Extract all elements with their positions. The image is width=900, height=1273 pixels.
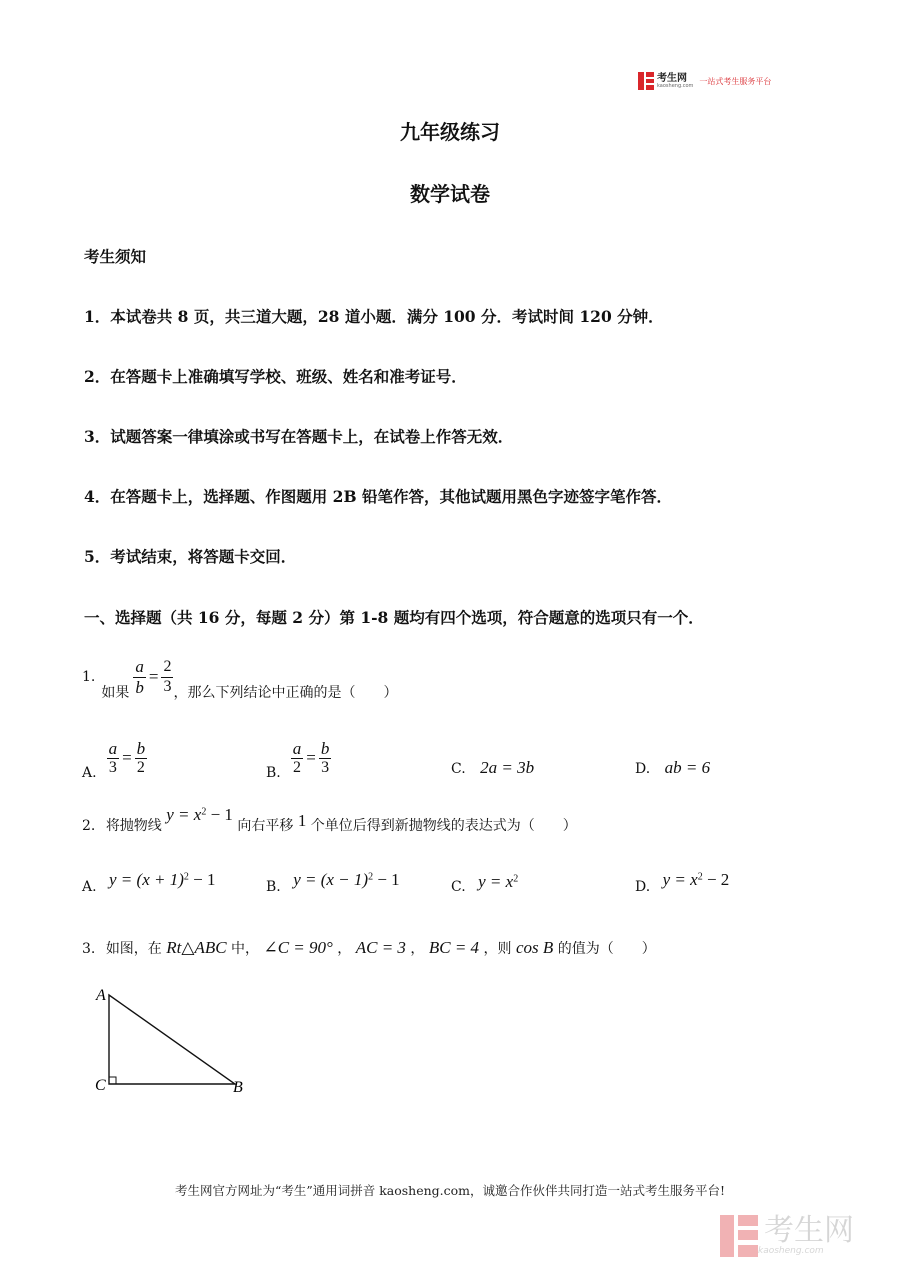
question-number: 2. [82, 818, 96, 834]
numerator: b [320, 738, 330, 758]
exponent: 2 [368, 871, 374, 883]
math-expression: y = (x − 1) [293, 870, 369, 889]
option-label: C. [451, 761, 466, 777]
equals-sign: = [306, 748, 316, 767]
question-number: 3. [82, 941, 96, 957]
math-expression: y = x [166, 805, 202, 824]
denominator: b [135, 677, 144, 697]
question-text: 个单位后得到新抛物线的表达式为（ ） [310, 818, 577, 834]
option-a[interactable] [82, 735, 147, 781]
math-expression: y = (x + 1) [109, 870, 184, 889]
page-subtitle: 数学试卷 [410, 182, 490, 206]
right-angle-marker [109, 1077, 116, 1084]
numerator: a [292, 738, 302, 758]
math-expression: cos B [515, 938, 554, 957]
denominator: 3 [108, 759, 117, 777]
logo-slogan: 一站式考生服务平台 [699, 76, 772, 86]
logo-mark-icon [638, 72, 654, 90]
option-d[interactable] [635, 758, 710, 778]
vertex-a-label: A [96, 987, 106, 1004]
equals-sign: = [148, 667, 159, 686]
option-label: A. [82, 879, 97, 895]
header-logo [638, 70, 771, 92]
math-expression: − 1 [373, 870, 400, 889]
option-d[interactable] [635, 870, 730, 896]
fraction [133, 657, 146, 697]
denominator: 2 [293, 759, 301, 777]
question-text: 将抛物线 [105, 818, 162, 834]
numerator: a [135, 656, 144, 676]
triangle-shape [109, 995, 235, 1084]
vertex-c-label: C [95, 1077, 106, 1094]
math-expression: − 1 [188, 870, 216, 889]
question-text: 的值为（ ） [557, 941, 656, 957]
option-a[interactable] [82, 870, 216, 896]
page-title: 九年级练习 [400, 120, 500, 144]
fraction [161, 658, 173, 696]
option-label: C. [451, 879, 466, 895]
separator: ， [337, 941, 352, 957]
question-3 [82, 938, 656, 958]
numerator: b [136, 738, 146, 758]
math-expression: − 1 [206, 805, 233, 824]
option-b[interactable] [266, 735, 331, 781]
notice-item-4: 4．在答题卡上，选择题、作图题用 2B 铅笔作答，其他试题用黑色字迹签字笔作答． [84, 487, 672, 506]
question-text: 如果 [101, 685, 130, 701]
question-text: 向右平移 [237, 818, 294, 834]
notice-heading: 考生须知 [84, 247, 147, 266]
page-footer: 考生网官方网址为“考生”通用词拼音 kaosheng.com，诚邀合作伙伴共同打造一站式考生服务平台! [174, 1183, 726, 1198]
question-text: ，那么下列结论中正确的是（ ） [173, 685, 398, 701]
denominator: 3 [321, 759, 330, 777]
notice-item-3: 3．试题答案一律填涂或书写在答题卡上，在试卷上作答无效． [84, 427, 514, 446]
question-1 [82, 652, 397, 702]
notice-item-1: 1．本试卷共 8 页，共三道大题，28 道小题．满分 100 分．考试时间 120 分钟． [84, 307, 664, 326]
math-expression: ∠C = 90° [263, 938, 333, 957]
question-text: 中， [231, 941, 260, 957]
triangle-figure [90, 980, 260, 1098]
section-heading: 一、选择题（共 16 分，每题 2 分）第 1-8 题均有四个选项，符合题意的选项只有一个． [84, 608, 704, 627]
watermark-name: 考生网 [764, 1213, 854, 1248]
math-expression: AC = 3 [355, 938, 406, 957]
option-label: B. [266, 765, 281, 781]
math-number: 1 [297, 811, 307, 830]
math-expression: − 2 [702, 870, 730, 889]
exponent: 2 [697, 871, 703, 883]
question-number: 1. [82, 669, 96, 685]
watermark-url: kaosheng.com [758, 1246, 824, 1256]
watermark [720, 1215, 854, 1257]
numerator: a [108, 738, 118, 758]
exponent: 2 [183, 871, 189, 883]
option-b[interactable] [266, 870, 400, 896]
option-c[interactable] [451, 758, 534, 778]
option-label: B. [266, 879, 281, 895]
exponent: 2 [201, 806, 207, 818]
math-expression: y = x [662, 870, 698, 889]
option-c[interactable] [451, 872, 519, 896]
logo-name: 考生网 [657, 72, 687, 84]
math-expression: y = x [478, 872, 514, 891]
numerator: 2 [161, 658, 173, 677]
question-text: 如图，在 [105, 941, 162, 957]
option-expression: 2a = 3b [480, 758, 535, 777]
denominator: 3 [163, 677, 172, 695]
option-label: A. [82, 765, 97, 781]
math-expression: BC = 4 [428, 938, 480, 957]
fraction [291, 739, 304, 778]
separator: ， [410, 941, 425, 957]
option-label: D. [635, 879, 651, 895]
fraction [135, 739, 148, 778]
equals-sign: = [122, 748, 132, 767]
fraction [107, 739, 120, 778]
question-2 [82, 805, 577, 835]
exponent: 2 [513, 873, 519, 885]
watermark-mark-icon [720, 1215, 758, 1257]
option-label: D. [635, 761, 651, 777]
option-expression: ab = 6 [664, 758, 711, 777]
logo-url: kaosheng.com [657, 82, 694, 89]
notice-item-5: 5．考试结束，将答题卡交回． [84, 547, 297, 566]
math-expression: Rt△ABC [166, 938, 227, 957]
question-text: ，则 [483, 941, 512, 957]
vertex-b-label: B [233, 1079, 243, 1096]
fraction [319, 739, 332, 778]
notice-item-2: 2．在答题卡上准确填写学校、班级、姓名和准考证号． [84, 367, 467, 386]
denominator: 2 [136, 759, 145, 777]
